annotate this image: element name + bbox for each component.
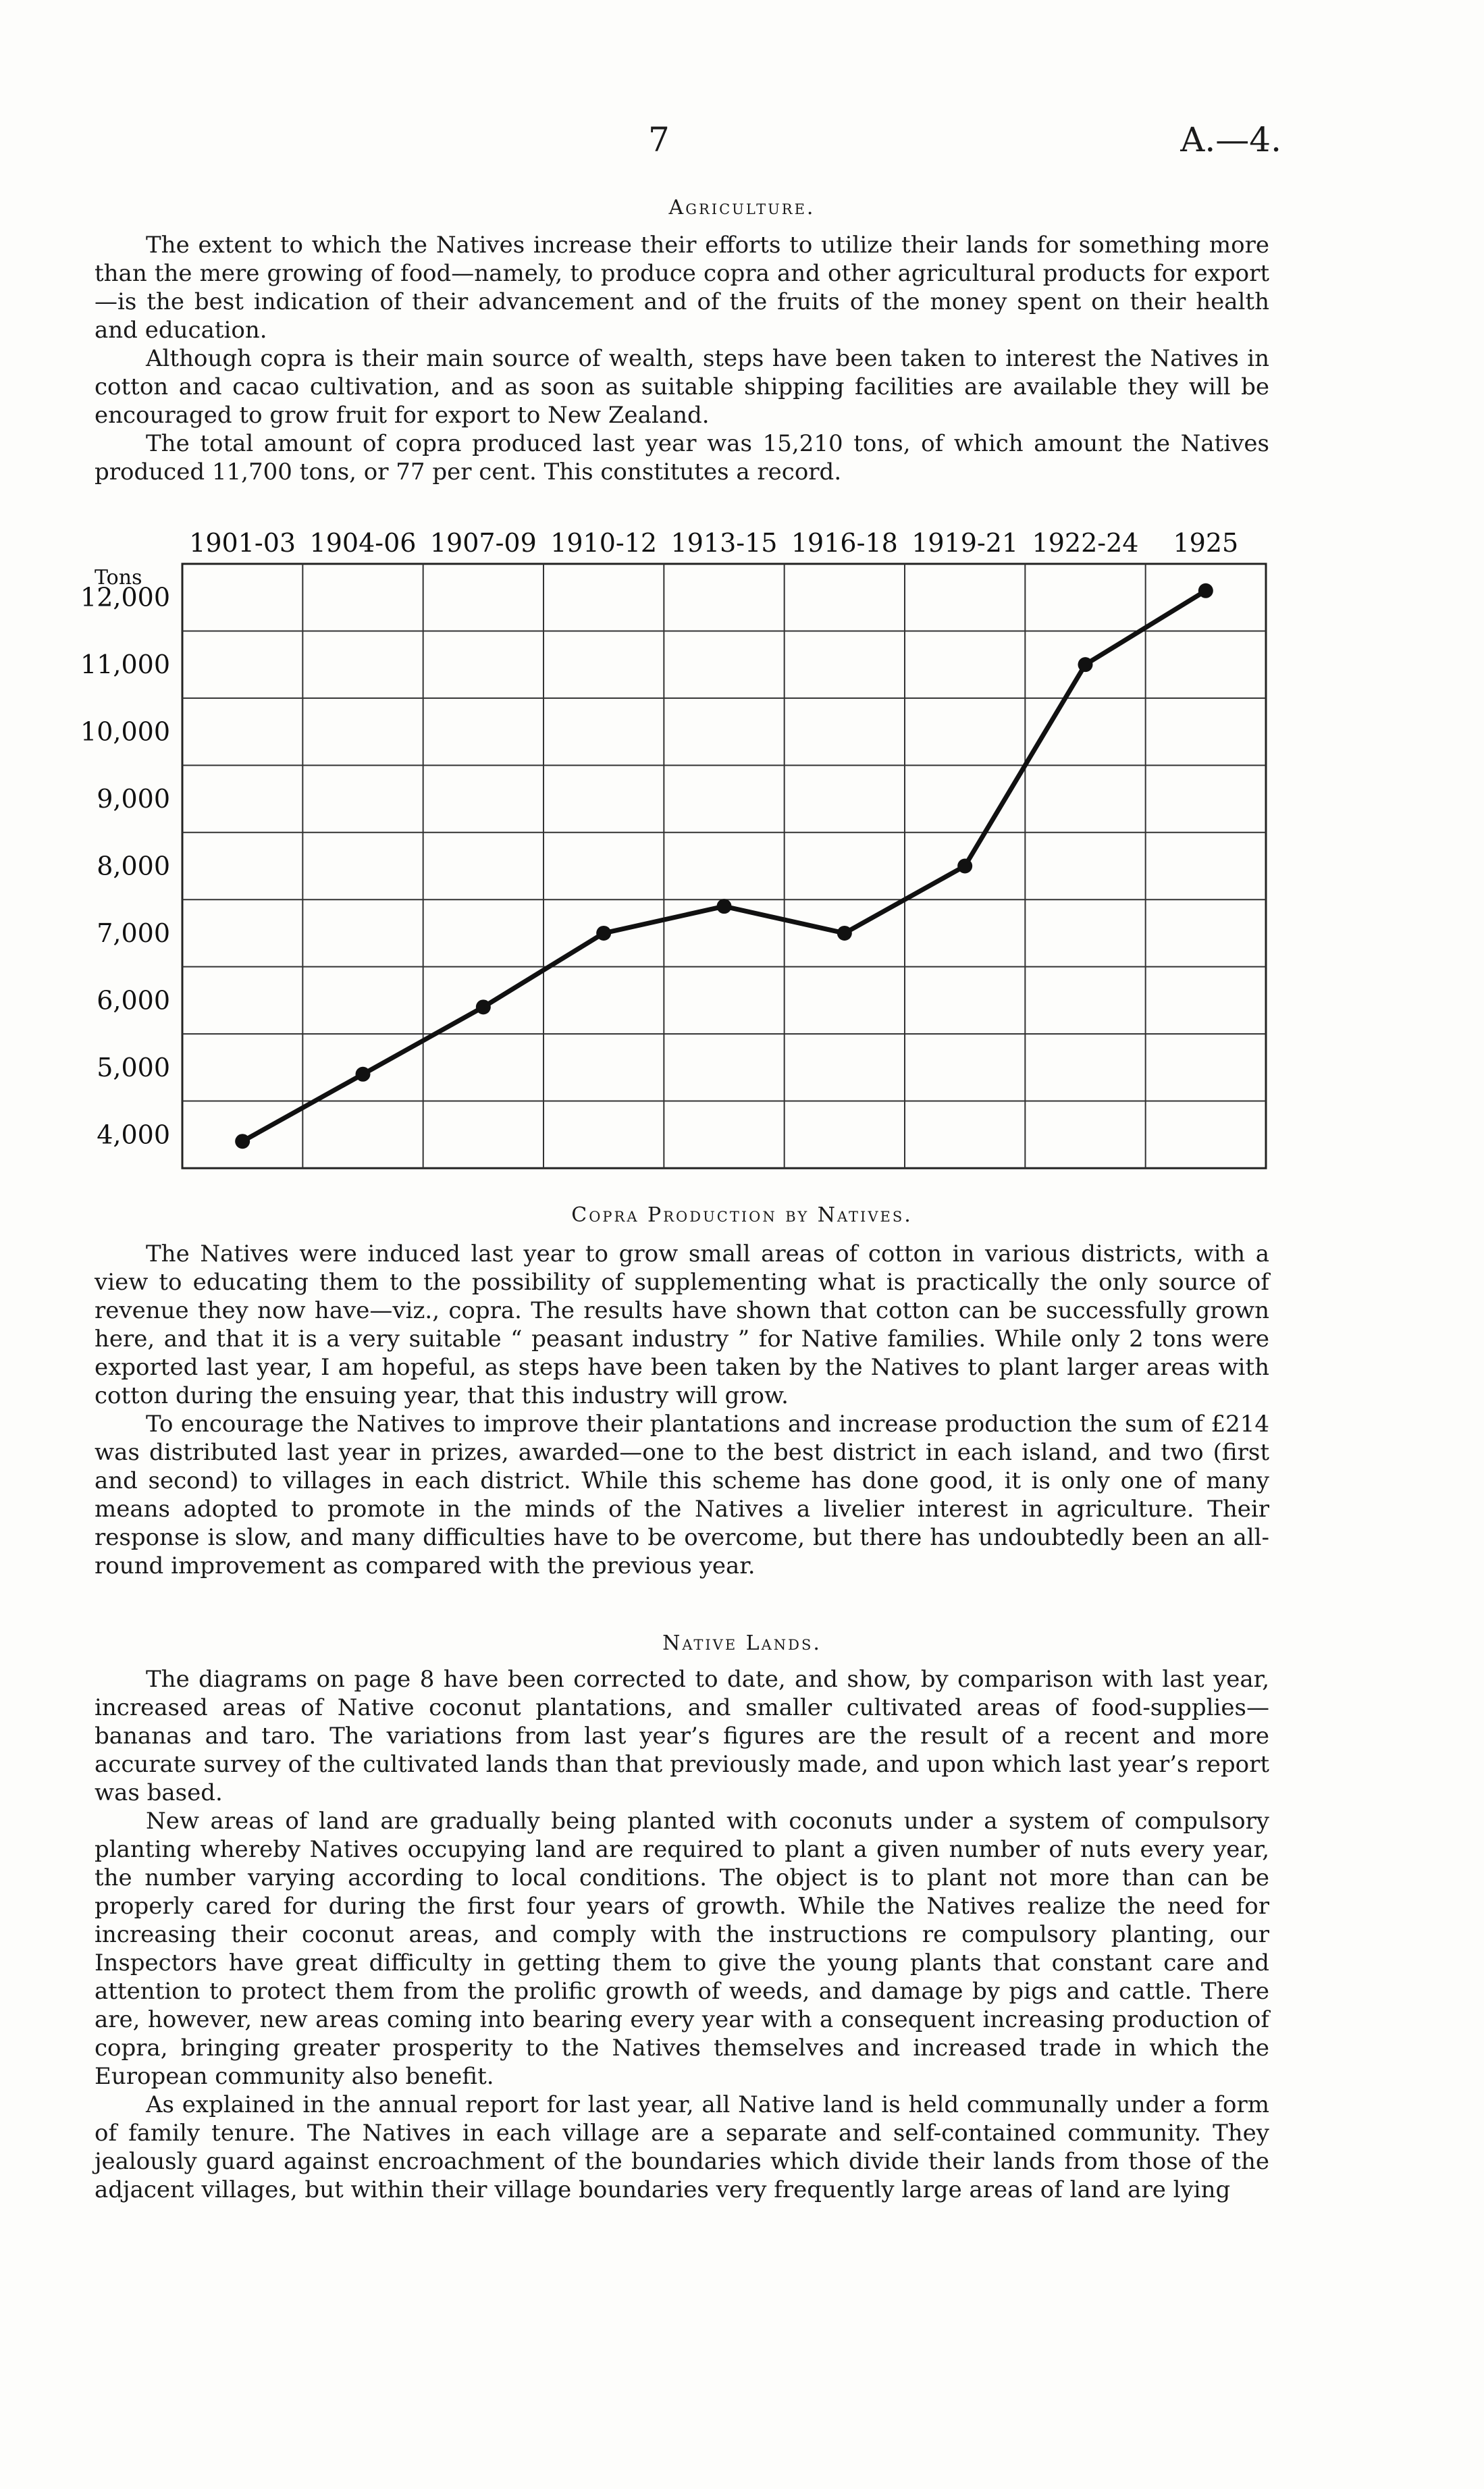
y-tick-label: 10,000 bbox=[80, 716, 170, 747]
x-tick-label: 1901-03 bbox=[189, 528, 296, 558]
page-number: 7 bbox=[648, 120, 670, 159]
data-point bbox=[1198, 583, 1213, 598]
y-tick-label: 12,000 bbox=[80, 582, 170, 612]
y-tick-label: 8,000 bbox=[97, 851, 170, 881]
x-tick-label: 1907-09 bbox=[429, 528, 537, 558]
paragraph: Although copra is their main source of wealth, steps have been taken to interest the Natives in cotton and cacao cultivation, and as soon as suitable shipping facilities are available they will be encouraged to grow fruit for export to New Zealand. bbox=[95, 345, 1269, 429]
paragraph: The extent to which the Natives increase their efforts to utilize their lands for something more than the mere growing of food—namely, to produce copra and other agricultural products for export—is the best indication of their advancement and of the fruits of the money spent on their health and education. bbox=[95, 232, 1269, 344]
y-tick-label: 7,000 bbox=[97, 918, 170, 948]
document-reference: A.—4. bbox=[1180, 120, 1281, 159]
agriculture-text bbox=[95, 231, 1269, 486]
paragraph: New areas of land are gradually being planted with coconuts under a system of compulsory planting whereby Natives occupying land are required to plant a given number of nuts every year, the number varying according to local conditions. The object is to plant not more than can be properly cared for during the first four years of growth. While the Natives realize the need for increasing their coconut areas, and comply with the instructions re compulsory planting, our Inspectors have great difficulty in getting them to give the young plants that constant care and attention to protect them from the prolific growth of weeds, and damage by pigs and cattle. There are, however, new areas coming into bearing every year with a consequent increasing production of copra, bringing greater prosperity to the Natives themselves and increased trade in which the European community also benefit. bbox=[95, 1808, 1269, 2090]
x-tick-label: 1922-24 bbox=[1032, 528, 1139, 558]
data-point bbox=[837, 926, 852, 941]
y-tick-label: 6,000 bbox=[97, 985, 170, 1016]
paragraph: The Natives were induced last year to grow small areas of cotton in various districts, with a view to educating them to the possibility of supplementing what is practically the only source of revenue they now have—viz., copra. The results have shown that cotton can be successfully grown here, and that it is a very suitable “ peasant industry ” for Native families. While only 2 tons were exported last year, I am hopeful, as steps have been taken by the Natives to plant larger areas with cotton during the ensuing year, that this industry will grow. bbox=[95, 1240, 1269, 1409]
y-tick-label: 5,000 bbox=[97, 1052, 170, 1082]
x-tick-label: 1913-15 bbox=[670, 528, 778, 558]
x-tick-label: 1919-21 bbox=[911, 528, 1019, 558]
cotton-text bbox=[95, 1240, 1269, 1580]
y-axis-label: Tons bbox=[95, 566, 142, 590]
agriculture-heading: Agriculture. bbox=[668, 196, 816, 219]
data-point bbox=[476, 999, 491, 1014]
x-tick-label: 1910-12 bbox=[550, 528, 658, 558]
data-point bbox=[1078, 657, 1093, 672]
y-tick-label: 11,000 bbox=[80, 650, 170, 680]
paragraph: As explained in the annual report for last year, all Native land is held communally under a form of family tenure. The Natives in each village are a separate and self-contained community. They jealously guard against encroachment of the boundaries which divide their lands from those of the adjacent villages, but within their village boundaries very frequently large areas of land are lying bbox=[95, 2091, 1269, 2203]
native-lands-text bbox=[95, 1665, 1269, 2204]
data-point bbox=[957, 859, 972, 874]
y-tick-label: 9,000 bbox=[97, 784, 170, 814]
copra-production-chart bbox=[68, 513, 1283, 1175]
data-point bbox=[596, 926, 611, 941]
x-tick-label: 1925 bbox=[1173, 528, 1239, 558]
x-tick-label: 1904-06 bbox=[309, 528, 417, 558]
x-tick-label: 1916-18 bbox=[791, 528, 898, 558]
data-point bbox=[356, 1067, 371, 1082]
chart-caption: Copra Production by Natives. bbox=[571, 1203, 913, 1227]
data-point bbox=[717, 899, 732, 914]
paragraph: The total amount of copra produced last year was 15,210 tons, of which amount the Natives produced 11,700 tons, or 77 per cent. This constitutes a record. bbox=[95, 430, 1269, 486]
series-line bbox=[242, 591, 1206, 1141]
data-point bbox=[235, 1134, 250, 1149]
paragraph: To encourage the Natives to improve their plantations and increase production the sum of £214 was distributed last year in prizes, awarded—one to the best district in each island, and two (first and second) to villages in each district. While this scheme has done good, it is only one of many means adopted to promote in the minds of the Natives a livelier interest in agriculture. Their response is slow, and many difficulties have to be overcome, but there has undoubtedly been an all-round improvement as compared with the previous year. bbox=[95, 1411, 1269, 1579]
y-tick-label: 4,000 bbox=[97, 1120, 170, 1150]
native-lands-heading: Native Lands. bbox=[662, 1631, 822, 1655]
paragraph: The diagrams on page 8 have been corrected to date, and show, by comparison with last year, increased areas of Native coconut plantations, and smaller cultivated areas of food-supplies—bananas and taro. The variations from last year’s figures are the result of a recent and more accurate survey of the cultivated lands than that previously made, and upon which last year’s report was based. bbox=[95, 1666, 1269, 1806]
